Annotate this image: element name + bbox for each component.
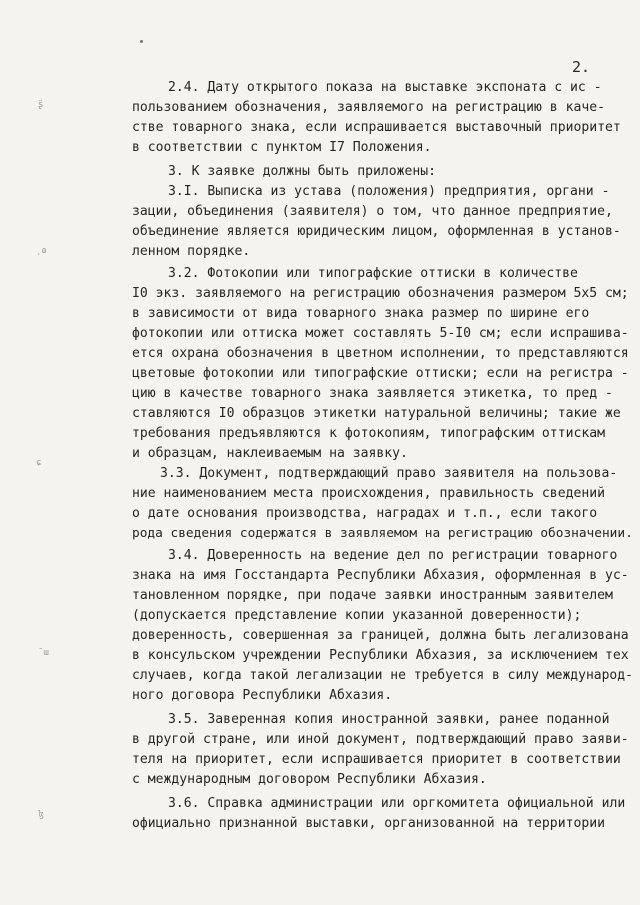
text-line: I0 экз. заявляемого на регистрацию обозначения размером 5х5 см;: [132, 286, 629, 301]
text-line: пользованием обозначения, заявляемого на регистрацию в каче-: [132, 100, 605, 115]
text-line: в соответствии с пунктом I7 Положения.: [132, 140, 432, 155]
text-line: с международным договором Республики Абхазия.: [132, 772, 487, 787]
text-line: ленном порядке.: [132, 244, 251, 259]
text-line: и образцам, наклеиваемым на заявку.: [132, 446, 408, 461]
text-line: ние наименованием места происхождения, правильность сведений: [132, 486, 605, 501]
text-line: 3.2. Фотокопии или типографские оттиски в количестве: [168, 266, 578, 281]
text-line: фотокопии или оттиска может составлять 5-I0 см; если испрашива-: [132, 326, 629, 341]
text-line: в консульском учреждении Республики Абхазия, за исключением тех: [132, 648, 629, 663]
text-line: требования предъявляются к фотокопиям, типографским оттискам: [132, 426, 605, 441]
text-line: 3.I. Выписка из устава (положения) предприятия, органи -: [168, 184, 610, 199]
text-line: (допускается представление копии указанной доверенности);: [132, 608, 582, 623]
text-line: 2.4. Дату открытого показа на выставке экспоната с ис -: [168, 80, 602, 95]
text-line: ставляются I0 образцов этикетки натуральной величины; такие же: [132, 406, 621, 421]
text-line: ется охрана обозначения в цветном исполнении, то представляются: [132, 346, 629, 361]
page-number: 2.: [572, 58, 591, 76]
text-line: 3.4. Доверенность на ведение дел по регистрации товарного: [168, 548, 618, 563]
text-line: 3.5. Заверенная копия иностранной заявки, ранее поданной: [168, 712, 610, 727]
text-line: в другой стране, или иной документ, подтверждающий право заяви-: [132, 732, 629, 747]
text-line: случаев, когда такой легализации не требуется в силу международ-: [132, 668, 633, 683]
text-line: официально признанной выставки, организованной на территории: [132, 816, 605, 831]
text-line: 3.3. Документ, подтверждающий право заявителя на пользова-: [160, 466, 618, 481]
margin-mark: ˛ɷ: [36, 246, 47, 256]
text-line: 3. К заявке должны быть приложены:: [168, 164, 437, 179]
text-line: объединение является юридическим лицом, оформленная в установ-: [132, 224, 621, 239]
text-line: доверенность, совершенная за границей, должна быть легализована: [132, 628, 629, 643]
margin-mark: ɕ: [36, 458, 42, 468]
margin-mark: ɮ: [38, 810, 44, 820]
text-line: о дате основания производства, наградах и т.п., если такого: [132, 506, 598, 521]
margin-mark: ˘ɯ: [38, 648, 49, 658]
text-line: стве товарного знака, если испрашивается выставочный приоритет: [132, 120, 621, 135]
text-line: рода сведения содержатся в заявляемом на регистрацию обозначении.: [132, 526, 633, 541]
scan-speck: [140, 40, 143, 43]
text-line: ного договора Республики Абхазия.: [132, 688, 393, 703]
text-line: 3.6. Справка администрации или оргкомитета официальной или: [168, 796, 626, 811]
text-line: теля на приоритет, если испрашивается приоритет в соответствии: [132, 752, 621, 767]
text-line: цию в качестве товарного знака заявляется этикетка, то пред -: [132, 386, 613, 401]
margin-mark: ʂ̈: [38, 100, 44, 110]
text-line: тановленном порядке, при подаче заявки иностранным заявителем: [132, 588, 613, 603]
text-line: цветовые фотокопии или типографские оттиски; если на регистра -: [132, 366, 629, 381]
text-line: знака на имя Госстандарта Республики Абхазия, оформленная в ус-: [132, 568, 629, 583]
text-line: в зависимости от вида товарного знака размер по ширине его: [132, 306, 590, 321]
text-line: зации, объединения (заявителя) о том, что данное предприятие,: [132, 204, 613, 219]
